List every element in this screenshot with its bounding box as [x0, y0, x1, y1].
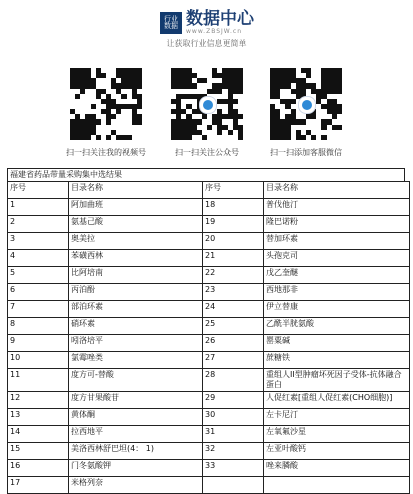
- table-cell: 24: [203, 301, 264, 318]
- table-cell: 美洛西林舒巴坦(4： 1): [69, 443, 203, 460]
- table-cell: 32: [203, 443, 264, 460]
- table-cell: 苯磺西林: [69, 250, 203, 267]
- header-cell: 目录名称: [264, 182, 410, 199]
- table-cell: 氯霉唑类: [69, 352, 203, 369]
- table-cell: 重组人II型肿瘤坏死因子受体-抗体融合蛋白: [264, 369, 410, 392]
- table-cell: 9: [8, 335, 69, 352]
- table-cell: 唑来膦酸: [264, 460, 410, 477]
- table-cell: 12: [8, 392, 69, 409]
- logo-text: [186, 10, 254, 36]
- table-row: [8, 426, 410, 443]
- table-cell: 奥美拉: [69, 233, 203, 250]
- table-cell: 氨基己酸: [69, 216, 203, 233]
- table-cell: 拉西地平: [69, 426, 203, 443]
- table-cell: 7: [8, 301, 69, 318]
- table-cell: 替加环素: [264, 233, 410, 250]
- table-row: [8, 267, 410, 284]
- table-row: [8, 443, 410, 460]
- site-url: www.ZBSJW.cn: [186, 28, 243, 35]
- table-cell: 黄体酮: [69, 409, 203, 426]
- table-row: [8, 233, 410, 250]
- table-row: [8, 409, 410, 426]
- table-cell: 16: [8, 460, 69, 477]
- table-row: [8, 199, 410, 216]
- table-cell: [203, 477, 264, 494]
- table-header-row: [8, 182, 410, 199]
- table-row: [8, 216, 410, 233]
- table-cell: 29: [203, 392, 264, 409]
- table-row: [8, 318, 410, 335]
- table-row: [8, 284, 410, 301]
- table-cell: 11: [8, 369, 69, 392]
- table-cell: 17: [8, 477, 69, 494]
- table-cell: 比阿培南: [69, 267, 203, 284]
- table-cell: 左氧氟沙星: [264, 426, 410, 443]
- table-cell: 31: [203, 426, 264, 443]
- header-cell: 序号: [203, 182, 264, 199]
- header-cell: 序号: [8, 182, 69, 199]
- table-cell: 罂粟碱: [264, 335, 410, 352]
- results-table-block: [7, 168, 405, 494]
- table-cell: 度方甘果酸苷: [69, 392, 203, 409]
- table-cell: 戊乙奎醚: [264, 267, 410, 284]
- qr-pattern: [70, 68, 142, 140]
- table-cell: 阿加曲班: [69, 199, 203, 216]
- table-cell: 30: [203, 409, 264, 426]
- table-cell: 23: [203, 284, 264, 301]
- qr-code-customer-service: [270, 68, 342, 140]
- table-cell: 20: [203, 233, 264, 250]
- qr-code-video: [70, 68, 142, 140]
- table-cell: 部泊环素: [69, 301, 203, 318]
- table-cell: 26: [203, 335, 264, 352]
- table-title: 福建省药品带量采购集中选结果: [7, 168, 405, 181]
- table-cell: 22: [203, 267, 264, 284]
- qr-code-official-account: [171, 68, 243, 140]
- table-row: [8, 250, 410, 267]
- table-cell: 1: [8, 199, 69, 216]
- site-slogan: 让获取行业信息更简单: [166, 39, 247, 48]
- table-cell: 8: [8, 318, 69, 335]
- table-cell: 33: [203, 460, 264, 477]
- table-cell: 人促红素[重组人促红素(CHO细胞)]: [264, 392, 410, 409]
- table-cell: 15: [8, 443, 69, 460]
- table-cell: 门冬氨酸钾: [69, 460, 203, 477]
- table-cell: 18: [203, 199, 264, 216]
- table-row: [8, 392, 410, 409]
- table-row: [8, 369, 410, 392]
- results-table: [7, 181, 410, 494]
- table-cell: 隆巴诺粉: [264, 216, 410, 233]
- table-cell: 丙泊酚: [69, 284, 203, 301]
- header-cell: 目录名称: [69, 182, 203, 199]
- table-cell: 10: [8, 352, 69, 369]
- wechat-badge-icon: [199, 96, 217, 114]
- table-cell: 4: [8, 250, 69, 267]
- table-cell: 27: [203, 352, 264, 369]
- table-cell: 2: [8, 216, 69, 233]
- table-cell: 度方可-替酸: [69, 369, 203, 392]
- table-cell: 3: [8, 233, 69, 250]
- table-cell: [264, 477, 410, 494]
- logo-mark: 行业 数据: [160, 12, 182, 34]
- table-cell: 21: [203, 250, 264, 267]
- table-cell: 6: [8, 284, 69, 301]
- table-cell: 19: [203, 216, 264, 233]
- table-cell: 硝环素: [69, 318, 203, 335]
- table-cell: 吲洛培平: [69, 335, 203, 352]
- table-cell: 伊立替康: [264, 301, 410, 318]
- table-cell: 28: [203, 369, 264, 392]
- table-cell: 头孢克司: [264, 250, 410, 267]
- qr-caption-customer-service: 扫一扫添加客服微信: [270, 148, 342, 157]
- table-cell: 左卡尼汀: [264, 409, 410, 426]
- site-title: 数据中心: [186, 9, 254, 29]
- table-row: [8, 335, 410, 352]
- qr-caption-video: 扫一扫关注我的视频号: [66, 148, 146, 157]
- wechat-badge-icon: [298, 96, 316, 114]
- table-row: [8, 352, 410, 369]
- table-cell: 米格列奈: [69, 477, 203, 494]
- table-cell: 13: [8, 409, 69, 426]
- table-cell: 普伐他汀: [264, 199, 410, 216]
- table-row: [8, 477, 410, 494]
- site-logo: [160, 10, 254, 36]
- table-row: [8, 460, 410, 477]
- table-cell: 25: [203, 318, 264, 335]
- qr-caption-official-account: 扫一扫关注公众号: [175, 148, 239, 157]
- table-cell: 14: [8, 426, 69, 443]
- table-cell: 蔗糖铁: [264, 352, 410, 369]
- table-cell: 西地那非: [264, 284, 410, 301]
- table-cell: 5: [8, 267, 69, 284]
- table-row: [8, 301, 410, 318]
- table-cell: 左亚叶酸钙: [264, 443, 410, 460]
- table-cell: 乙酰半胱氨酸: [264, 318, 410, 335]
